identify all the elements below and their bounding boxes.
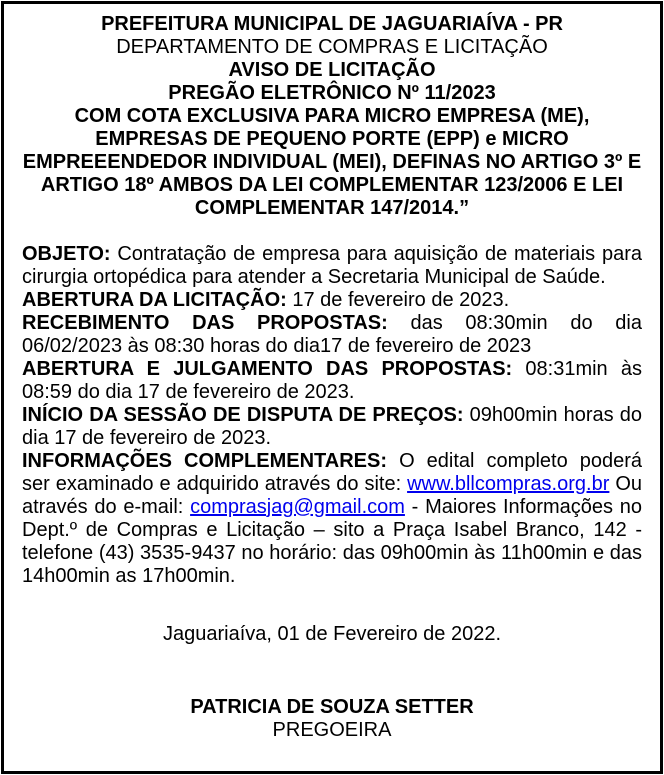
objeto-label: OBJETO: bbox=[22, 243, 111, 265]
abertura-licitacao-label: ABERTURA DA LICITAÇÃO: bbox=[22, 289, 287, 311]
paragraph-abertura-julgamento bbox=[22, 358, 642, 404]
abertura-julgamento-label: ABERTURA E JULGAMENTO DAS PROPOSTAS: bbox=[22, 358, 513, 380]
header-auction-title: PREGÃO ELETRÔNICO Nº 11/2023 bbox=[168, 82, 496, 104]
header-notice-title: AVISO DE LICITAÇÃO bbox=[228, 59, 436, 81]
paragraph-recebimento-propostas bbox=[22, 312, 642, 358]
inicio-disputa-text: 09h00min horas do dia 17 de fevereiro de 2023. bbox=[22, 404, 643, 449]
header-org-name: PREFEITURA MUNICIPAL DE JAGUARIAÍVA - PR bbox=[101, 13, 563, 35]
signature-name: PATRICIA DE SOUZA SETTER bbox=[190, 696, 474, 718]
document-body bbox=[22, 243, 642, 588]
paragraph-objeto bbox=[22, 243, 642, 289]
header-department: DEPARTAMENTO DE COMPRAS E LICITAÇÃO bbox=[116, 36, 548, 58]
recebimento-propostas-text: das 08:30min do dia 06/02/2023 às 08:30 horas do dia17 de fevereiro de 2023 bbox=[22, 312, 642, 357]
signature-block bbox=[22, 696, 642, 742]
info-text-after-email: - Maiores Informações no Dept.º de Compras e Licitação – sito a Praça Isabel Branco, 142 - telefone (43) 3535-9437 no horário: das 09h00min às 11h00min e das 14h00min as 17h00min. bbox=[22, 496, 642, 587]
abertura-julgamento-text: 08:31min às 08:59 do dia 17 de fevereiro de 2023. bbox=[22, 358, 642, 403]
document-border-frame bbox=[1, 1, 663, 774]
paragraph-inicio-disputa bbox=[22, 404, 642, 450]
header-exclusivity-line-4: ARTIGO 18º AMBOS DA LEI COMPLEMENTAR 123/2006 E LEI bbox=[40, 174, 624, 196]
dateline: Jaguariaíva, 01 de Fevereiro de 2022. bbox=[163, 623, 501, 645]
header-exclusivity-line-2: EMPRESAS DE PEQUENO PORTE (EPP) e MICRO bbox=[95, 128, 569, 150]
abertura-licitacao-text: 17 de fevereiro de 2023. bbox=[292, 289, 510, 311]
paragraph-abertura-licitacao bbox=[22, 289, 642, 312]
info-text-before-site: O edital completo poderá ser examinado e adquirido através do site: bbox=[22, 450, 643, 495]
email-link[interactable]: comprasjag@gmail.com bbox=[190, 496, 405, 518]
info-text-before-email: Ou através do e-mail: bbox=[22, 473, 642, 518]
header-exclusivity-line-5: COMPLEMENTAR 147/2014.” bbox=[194, 197, 470, 219]
header-exclusivity-line-3: EMPREEENDEDOR INDIVIDUAL (MEI), DEFINAS NO ARTIGO 3º E bbox=[22, 151, 642, 173]
paragraph-informacoes-complementares bbox=[22, 450, 642, 588]
objeto-text: Contratação de empresa para aquisição de materiais para cirurgia ortopédica para atender a Secretaria Municipal de Saúde. bbox=[22, 243, 642, 288]
signature-role: PREGOEIRA bbox=[272, 719, 392, 741]
recebimento-propostas-label: RECEBIMENTO DAS PROPOSTAS: bbox=[22, 312, 388, 334]
document-header bbox=[16, 13, 648, 220]
site-link[interactable]: www.bllcompras.org.br bbox=[407, 473, 610, 495]
inicio-disputa-label: INÍCIO DA SESSÃO DE DISPUTA DE PREÇOS: bbox=[22, 404, 464, 426]
informacoes-complementares-label: INFORMAÇÕES COMPLEMENTARES: bbox=[22, 450, 388, 472]
header-exclusivity-line-1: COM COTA EXCLUSIVA PARA MICRO EMPRESA (ME), bbox=[74, 105, 590, 127]
